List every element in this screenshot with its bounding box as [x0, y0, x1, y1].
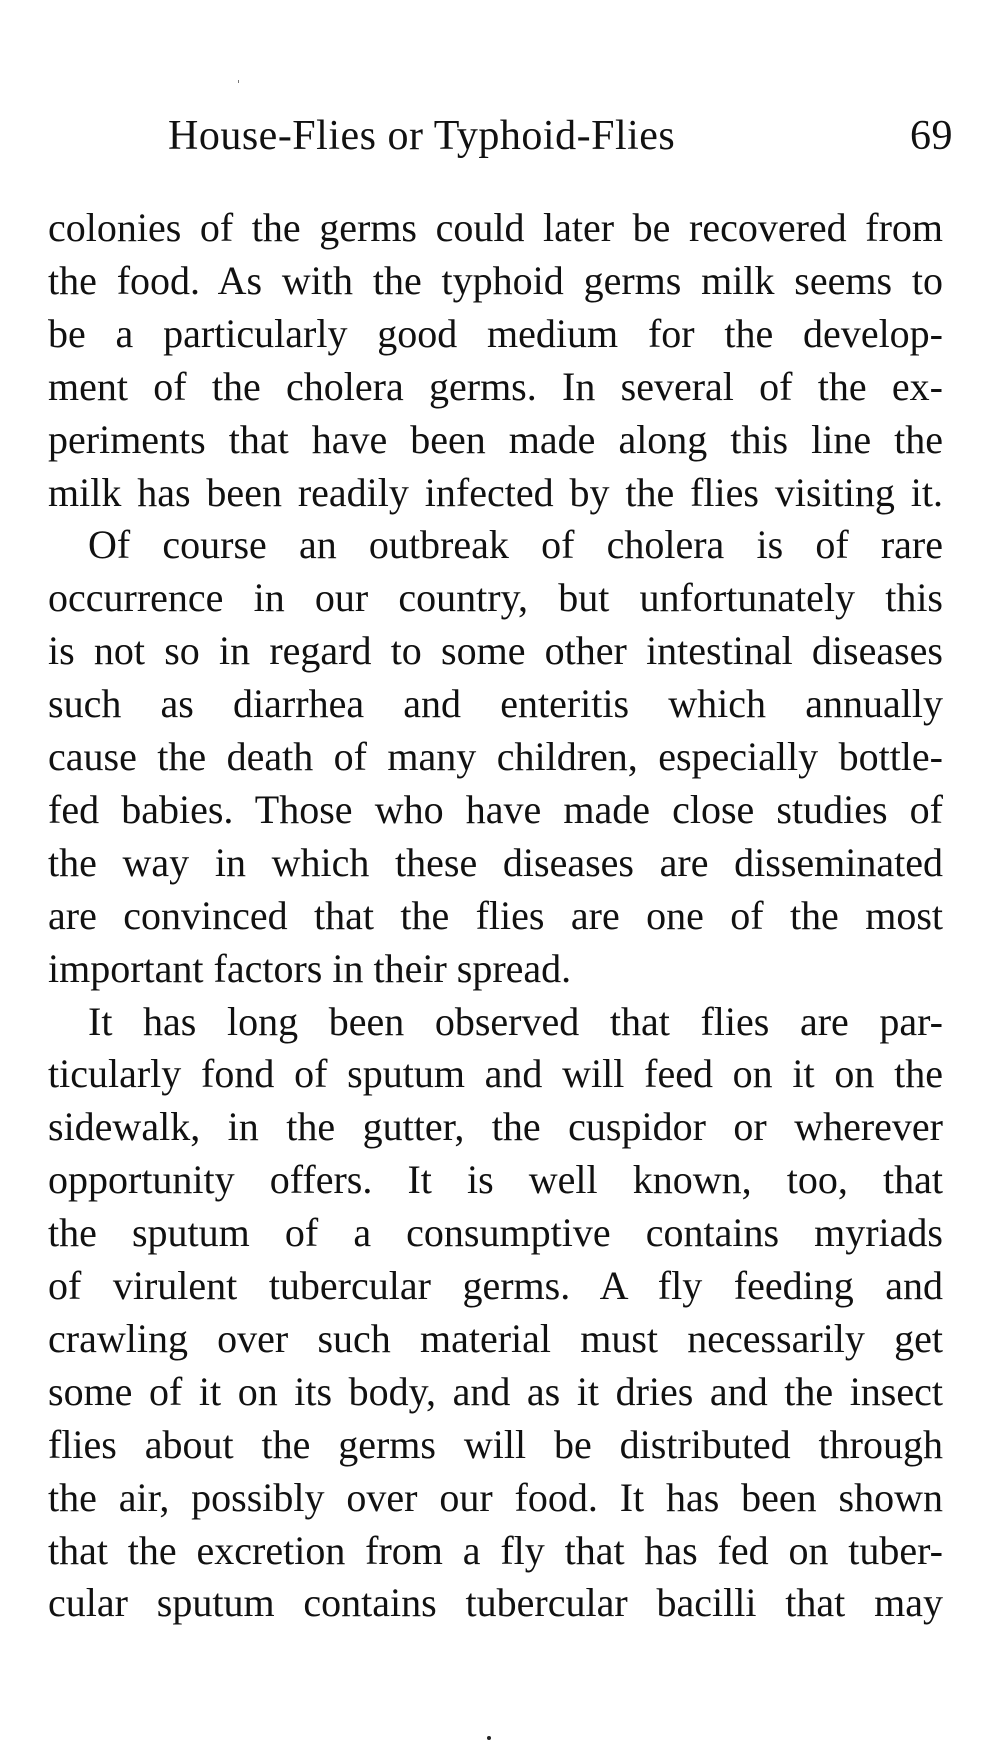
- text-line: fed babies. Those who have made close studies of: [48, 786, 943, 832]
- text-line: are convinced that the flies are one of the most: [48, 892, 943, 938]
- text-line: is not so in regard to some other intestinal diseases: [48, 628, 943, 674]
- text-line: the sputum of a consumptive contains myriads: [48, 1210, 943, 1256]
- text-line: flies about the germs will be distributed through: [48, 1421, 943, 1467]
- text-line: It has long been observed that flies are par-: [88, 998, 943, 1044]
- text-line: colonies of the germs could later be recovered from: [48, 205, 943, 250]
- text-line: be a particularly good medium for the develop-: [48, 310, 943, 356]
- text-line: of virulent tubercular germs. A fly feeding and: [48, 1263, 943, 1308]
- text-line: opportunity offers. It is well known, too, that: [48, 1157, 943, 1203]
- text-line: cular sputum contains tubercular bacilli that may: [48, 1580, 943, 1626]
- text-line: periments that have been made along this line the: [48, 416, 943, 462]
- text-line: cause the death of many children, especially bottle-: [48, 734, 943, 779]
- text-line: ment of the cholera germs. In several of the ex-: [48, 363, 943, 409]
- text-line: occurrence in our country, but unfortunately this: [48, 575, 943, 621]
- text-line: such as diarrhea and enteritis which annually: [48, 681, 943, 727]
- page-number: 69: [910, 113, 953, 159]
- text-line: important factors in their spread.: [48, 945, 572, 991]
- text-line: the air, possibly over our food. It has been shown: [48, 1474, 943, 1520]
- text-line: crawling over such material must necessarily get: [48, 1315, 943, 1361]
- text-line: some of it on its body, and as it dries and the insect: [48, 1368, 943, 1414]
- running-header-title: House-Flies or Typhoid-Flies: [168, 113, 676, 159]
- scan-speck: [238, 80, 239, 83]
- text-line: ticularly fond of sputum and will feed on it on the: [48, 1051, 943, 1097]
- text-line: the way in which these diseases are disseminated: [48, 839, 943, 885]
- text-line: milk has been readily infected by the flies visiting it.: [48, 469, 943, 515]
- text-line: Of course an outbreak of cholera is of rare: [88, 522, 943, 568]
- text-line: sidewalk, in the gutter, the cuspidor or wherever: [48, 1104, 943, 1150]
- text-line: the food. As with the typhoid germs milk seems to: [48, 257, 943, 303]
- footer-mark: [487, 1736, 491, 1740]
- text-line: that the excretion from a fly that has fed on tuber-: [48, 1527, 943, 1573]
